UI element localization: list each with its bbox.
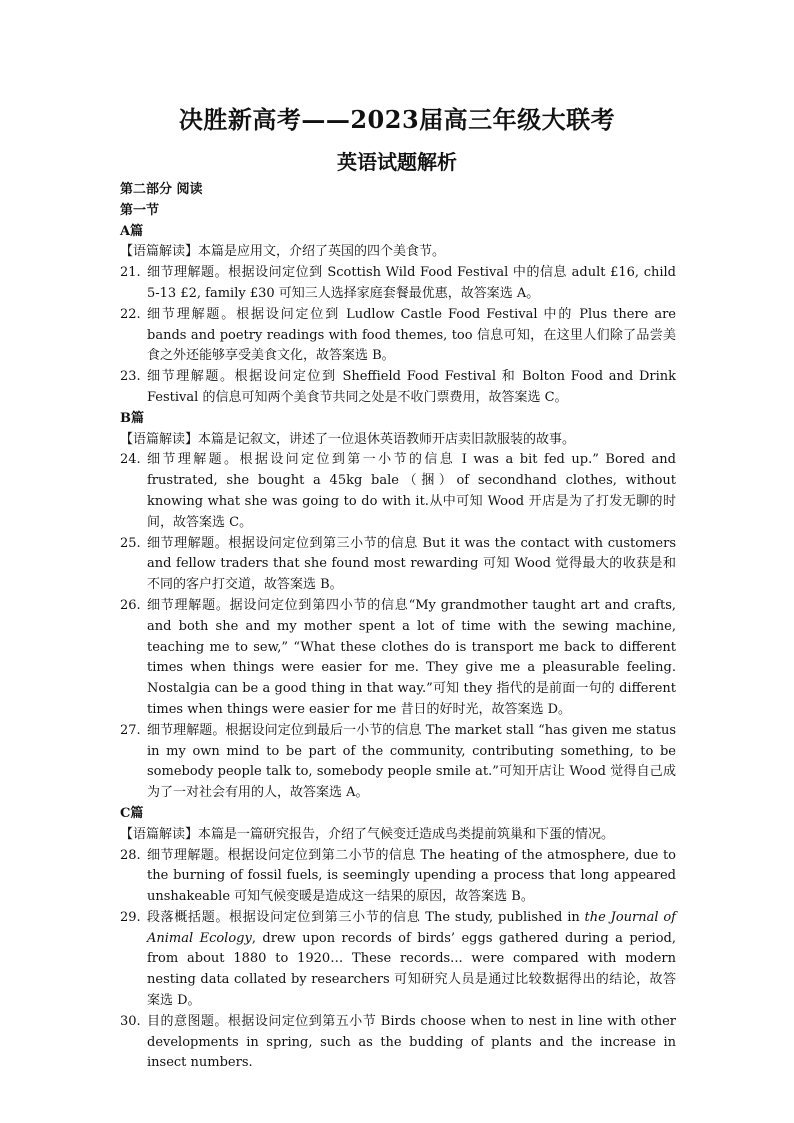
question-26 [120, 596, 676, 721]
question-27 [120, 721, 676, 804]
question-number: 27. [120, 722, 141, 738]
passage-b-intro: 【语篇解读】本篇是记叙文，讲述了一位退休英语教师开店卖旧款服装的故事。 [120, 431, 576, 447]
answer-analysis [120, 180, 676, 1074]
passage-b-label: B篇 [120, 410, 144, 426]
question-explanation [147, 908, 676, 1012]
question-number: 29. [120, 909, 141, 925]
page-subtitle: 英语试题解析 [337, 150, 457, 174]
question-explanation: 细节理解题。根据设问定位到 Scottish Wild Food Festival 中的信息 adult £16, child 5-13 £2, family £30 可知三人选择家庭套餐最优惠，故答案选 A。 [147, 265, 676, 301]
question-number: 23. [120, 369, 141, 385]
question-explanation: 细节理解题。根据设问定位到最后一小节的信息 The market stall “has given me status in my own mind to be part of the community, contributing something, to be somebody people talk to, somebody people smile at.”可知开店让 Wood 觉得自己成为了一对社会有用的人，故答案选 A。 [147, 722, 676, 801]
question-23 [120, 367, 676, 409]
passage-a-label: A篇 [120, 223, 144, 239]
question-explanation: 细节理解题。根据设问定位到第二小节的信息 The heating of the atmosphere, due to the burning of fossil fuels, is seemingly upending a process that long appeared unshakeable 可知气候变暖是造成这一结果的原因，故答案选 B。 [147, 847, 676, 905]
question-21 [120, 263, 676, 305]
question-number: 25. [120, 535, 141, 551]
page-title: 决胜新高考——2023届高三年级大联考 [178, 105, 616, 134]
passage-c-label: C篇 [120, 805, 144, 821]
question-number: 30. [120, 1013, 141, 1029]
explanation-text-part: , drew upon records of birds’ eggs gathered during a period, from about 1880 to 1920… These records... were compared with modern nesting data collated by researchers 可知研究人员是通过比较数据得出的结论，故答案选 D。 [147, 930, 676, 1009]
question-25 [120, 534, 676, 596]
question-explanation: 细节理解题。据设问定位到第四小节的信息“My grandmother taught art and crafts, and both she and my mother spent a lot of time with the sewing machine, teaching me to sew,” “What these clothes do is transport me back to different times when things were easier for me. They give me a pleasurable feeling. Nostalgia can be a good thing in that way.”可知 they 指代的是前面一句的 different times when things were easier for me 昔日的好时光，故答案选 D。 [147, 597, 676, 717]
part-heading: 第二部分 阅读 [120, 182, 203, 197]
question-24 [120, 450, 676, 533]
question-explanation: 细节理解题。根据设问定位到 Sheffield Food Festival 和 Bolton Food and Drink Festival 的信息可知两个美食节共同之处是不收门票费用，故答案选 C。 [147, 369, 676, 405]
question-28 [120, 846, 676, 908]
question-number: 26. [120, 597, 141, 613]
journal-title: the Journal of Animal Ecology [147, 909, 676, 946]
question-explanation: 目的意图题。根据设问定位到第五小节 Birds choose when to nest in line with other developments in spring, such as the budding of plants and the increase in insect numbers. [147, 1013, 676, 1071]
question-number: 21. [120, 265, 141, 281]
question-explanation: 细节理解题。根据设问定位到第三小节的信息 But it was the contact with customers and fellow traders that she found most rewarding 可知 Wood 觉得最大的收获是和不同的客户打交道，故答案选 B。 [147, 535, 676, 593]
question-number: 24. [120, 452, 141, 468]
question-number: 22. [120, 306, 141, 322]
section-heading: 第一节 [120, 202, 160, 218]
explanation-text-part: 段落概括题。根据设问定位到第三小节的信息 The study, published in [147, 909, 585, 925]
passage-a-intro: 【语篇解读】本篇是应用文，介绍了英国的四个美食节。 [120, 244, 446, 260]
question-29 [120, 908, 676, 1012]
passage-c-intro: 【语篇解读】本篇是一篇研究报告，介绍了气候变迁造成鸟类提前筑巢和下蛋的情况。 [120, 826, 615, 842]
question-30 [120, 1012, 676, 1074]
question-number: 28. [120, 847, 141, 863]
question-22 [120, 305, 676, 367]
question-explanation: 细节理解题。根据设问定位到 Ludlow Castle Food Festival 中的 Plus there are bands and poetry readings with food themes, too 信息可知，在这里人们除了品尝美食之外还能够享受美食文化，故答案选 B。 [147, 306, 676, 364]
question-explanation: 细节理解题。根据设问定位到第一小节的信息 I was a bit fed up.” Bored and frustrated, she bought a 45kg bale（捆）of secondhand clothes, without knowing what she was going to do with it.从中可知 Wood 开店是为了打发无聊的时间，故答案选 C。 [147, 452, 676, 530]
